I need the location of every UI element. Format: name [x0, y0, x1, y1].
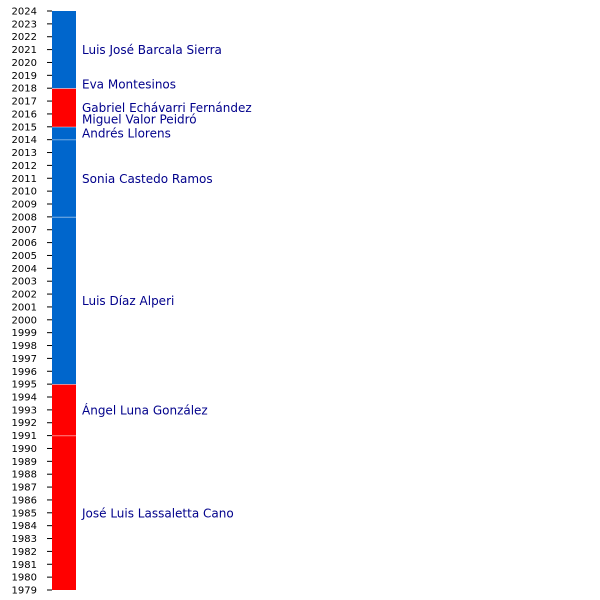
y-tick-label: 1994 — [11, 392, 37, 404]
y-tick-label: 2018 — [11, 83, 37, 95]
y-tick-label: 1982 — [11, 546, 37, 558]
y-tick-label: 2013 — [11, 148, 37, 160]
y-tick-label: 2009 — [11, 199, 37, 211]
y-tick-label: 1987 — [11, 482, 37, 494]
bar-segment — [52, 140, 76, 217]
bar-labels — [81, 43, 252, 520]
bar-segment — [52, 217, 76, 384]
segment-label: Miguel Valor Peidró — [82, 112, 197, 127]
y-tick-label: 1983 — [11, 534, 37, 546]
bar-segment — [52, 11, 76, 88]
y-tick-label: 1998 — [11, 341, 37, 353]
segment-label: Luis Díaz Alperi — [82, 294, 175, 308]
y-tick-label: 2007 — [11, 225, 37, 237]
y-tick-label: 2010 — [11, 186, 37, 198]
y-tick-label: 2020 — [11, 57, 37, 69]
segment-label: Eva Montesinos — [82, 77, 177, 92]
bar-segment — [52, 88, 76, 127]
y-tick-label: 2017 — [11, 96, 37, 108]
y-tick-label: 1979 — [11, 585, 37, 597]
bar-segment — [52, 384, 76, 435]
segment-label: Gabriel Echávarri Fernández — [82, 101, 252, 115]
y-tick-label: 2003 — [11, 276, 37, 288]
y-tick-label: 2002 — [11, 289, 37, 301]
y-tick-label: 2001 — [11, 302, 37, 314]
y-tick-label: 2005 — [11, 250, 37, 262]
y-tick-label: 1990 — [11, 443, 37, 455]
y-tick-label: 1986 — [11, 495, 37, 507]
y-tick-label: 2015 — [11, 122, 37, 134]
y-tick-label: 2021 — [11, 45, 37, 57]
bar-segment — [52, 436, 76, 590]
y-tick-label: 1997 — [11, 353, 37, 365]
segment-label: Sonia Castedo Ramos — [82, 171, 213, 186]
y-tick-label: 2008 — [11, 212, 37, 224]
y-tick-label: 2000 — [11, 315, 37, 327]
y-tick-label: 1984 — [11, 521, 37, 533]
y-tick-label: 2012 — [11, 160, 37, 172]
y-tick-label: 1992 — [11, 418, 37, 430]
y-tick-label: 1993 — [11, 405, 37, 417]
y-tick-label: 2004 — [11, 263, 37, 275]
segment-label: Ángel Luna González — [82, 403, 208, 418]
y-tick-label: 2022 — [11, 32, 37, 44]
y-tick-label: 2024 — [11, 6, 37, 18]
y-tick-label: 2011 — [11, 173, 37, 185]
y-axis — [12, 7, 52, 597]
y-tick-label: 1999 — [11, 328, 37, 340]
y-tick-label: 1981 — [11, 559, 37, 571]
bar-segment — [52, 127, 76, 140]
y-tick-label: 1980 — [11, 572, 37, 584]
y-tick-label: 2014 — [11, 135, 37, 147]
y-tick-label: 2006 — [11, 238, 37, 250]
y-tick-label: 1988 — [11, 469, 37, 481]
segment-label: Luis José Barcala Sierra — [82, 43, 222, 58]
segment-label: José Luis Lassaletta Cano — [82, 506, 234, 521]
y-tick-label: 1996 — [11, 366, 37, 378]
y-tick-label: 1991 — [11, 431, 37, 443]
y-tick-label: 1995 — [11, 379, 37, 391]
bar-segments — [52, 11, 76, 590]
y-tick-label: 1989 — [11, 456, 37, 468]
y-tick-label: 2016 — [11, 109, 37, 121]
y-tick-label: 1985 — [11, 508, 37, 520]
segment-label: Andrés Llorens — [82, 126, 171, 141]
y-tick-label: 2019 — [11, 70, 37, 82]
y-tick-label: 2023 — [11, 19, 37, 31]
